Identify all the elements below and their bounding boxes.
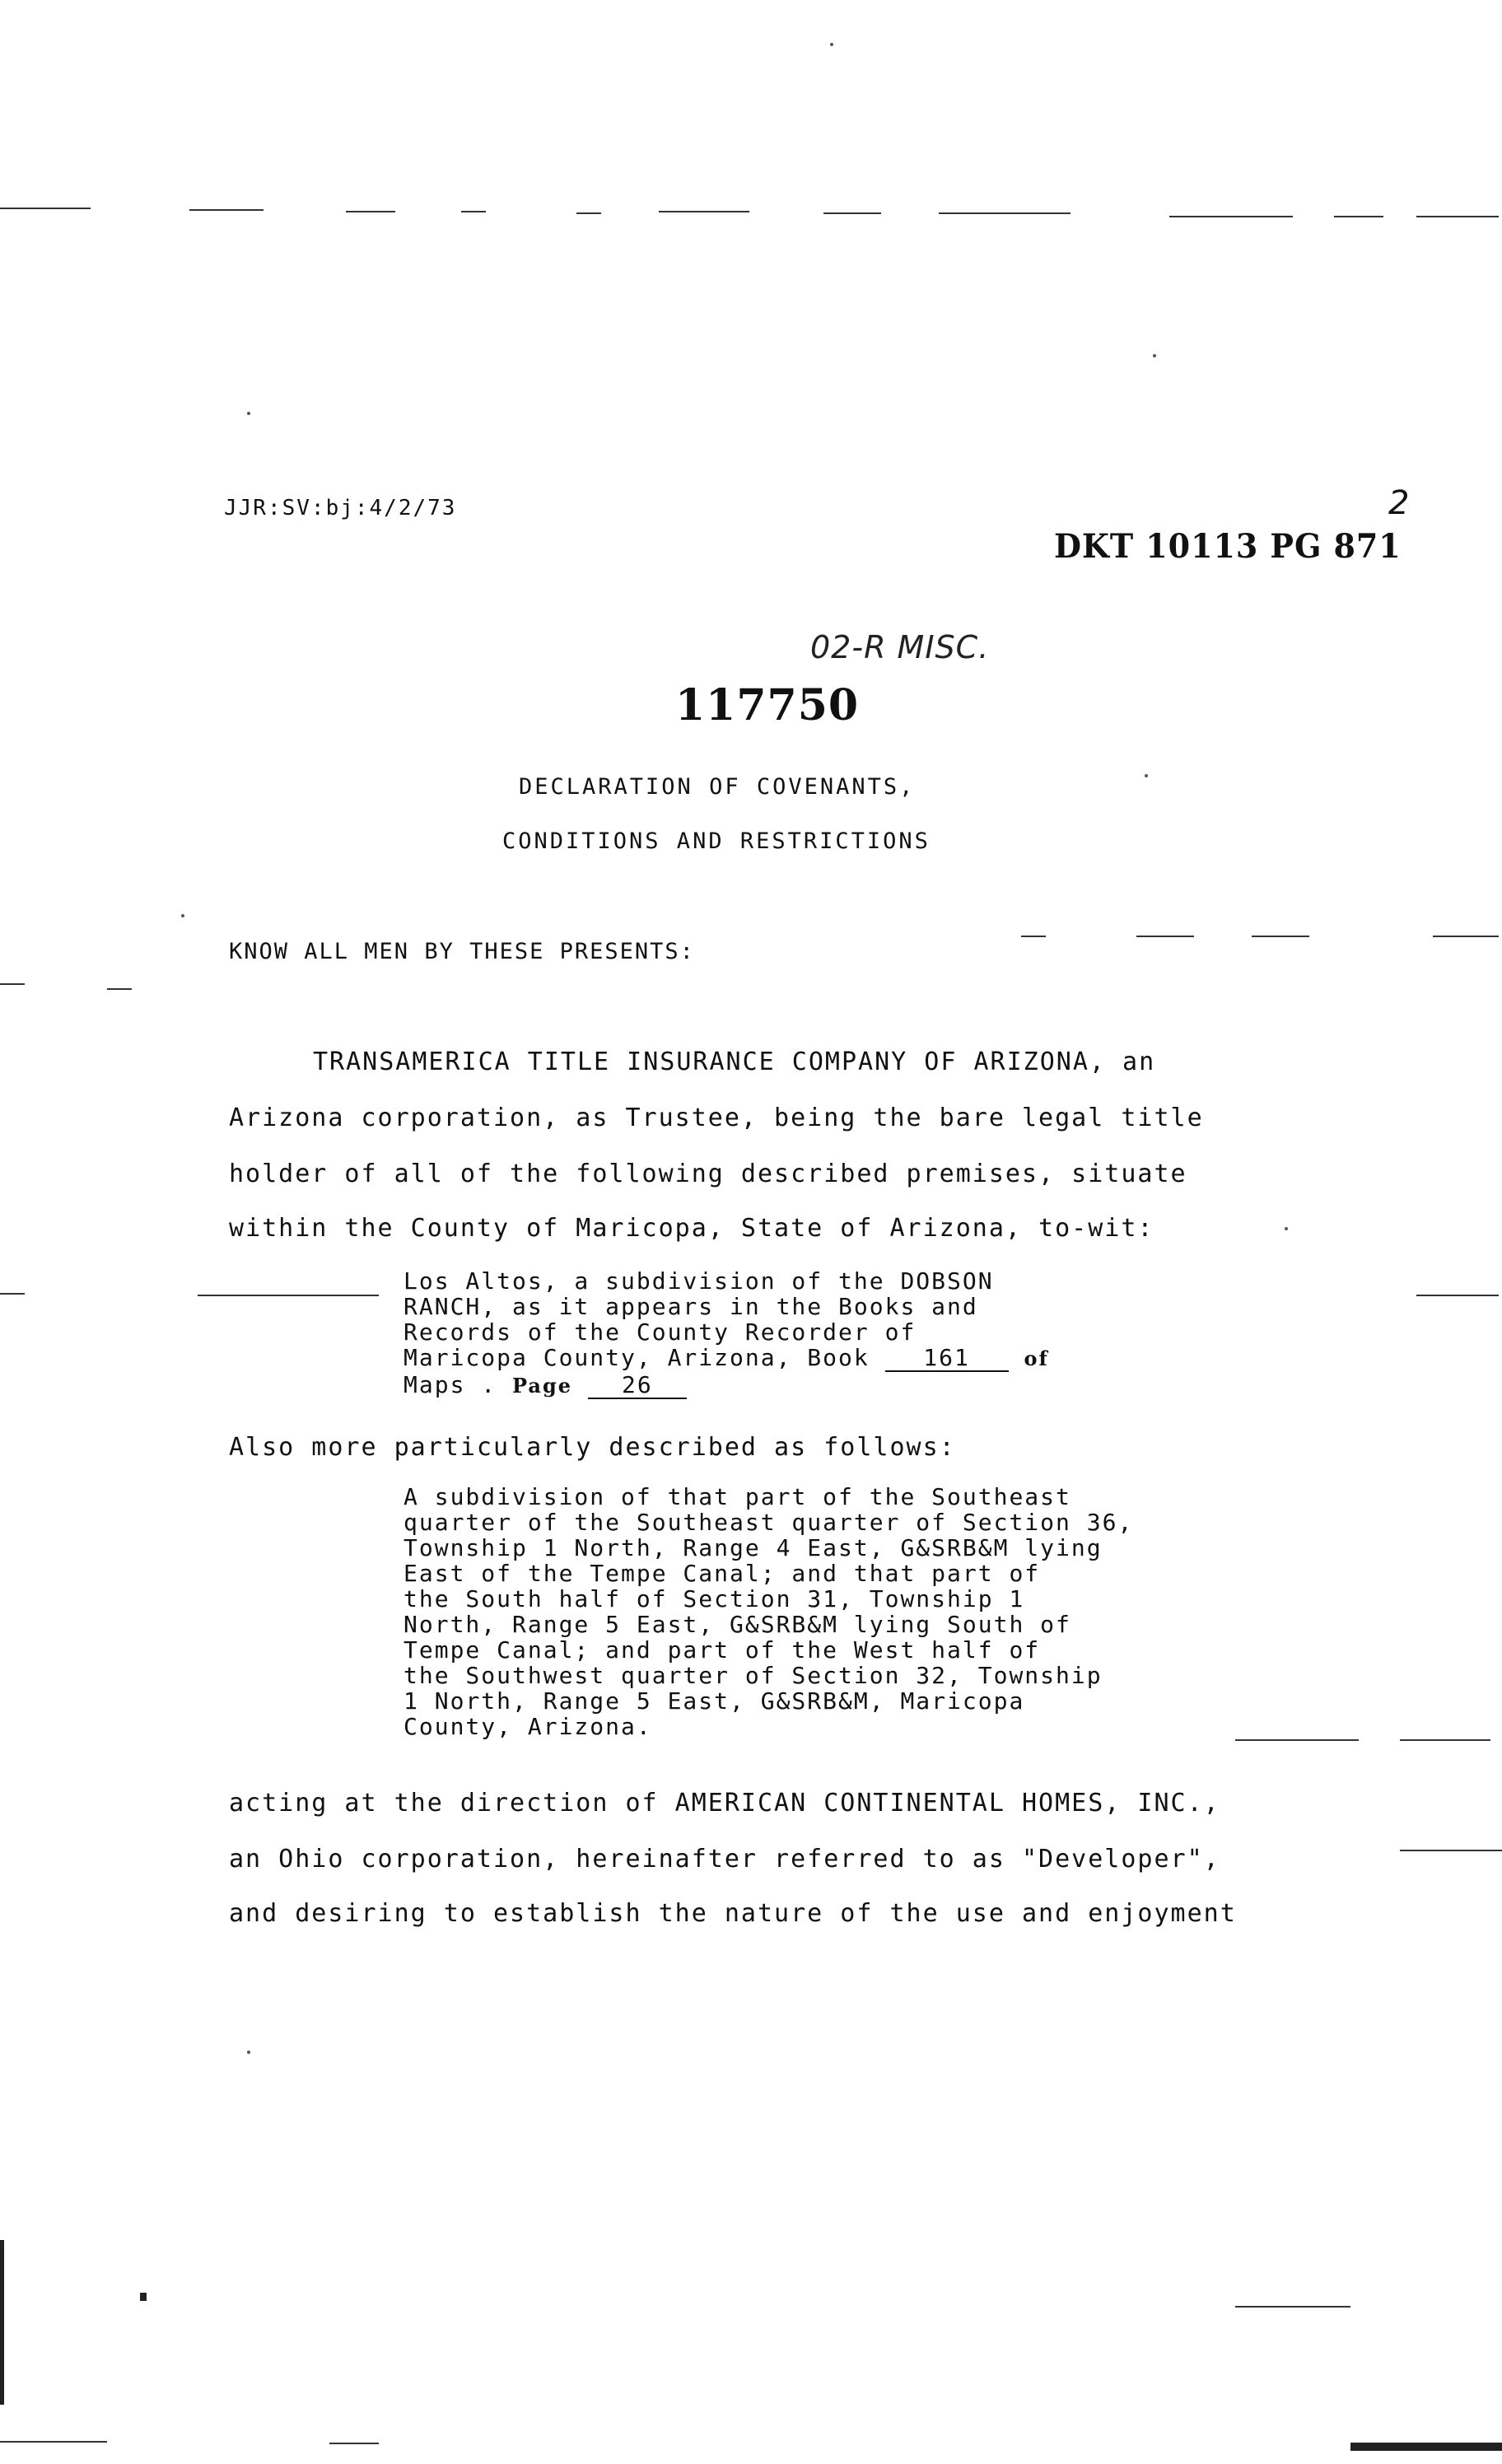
scan-artifact-line [1433, 936, 1499, 937]
scan-artifact-line [0, 1293, 25, 1295]
scan-artifact-dot [1153, 354, 1156, 357]
closing-line: acting at the direction of AMERICAN CONTINENTAL HOMES, INC., [229, 1789, 1220, 1818]
scan-artifact-dot [181, 914, 184, 917]
legal-line: County, Arizona. [403, 1713, 652, 1740]
legal-line-text: Maricopa County, Arizona, Book [403, 1344, 870, 1371]
scan-artifact-mark [1350, 2443, 1502, 2451]
scan-artifact-dot [830, 43, 833, 46]
intro-line: within the County of Maricopa, State of Arizona, to-wit: [229, 1214, 1154, 1243]
legal-line: Records of the County Recorder of [403, 1318, 917, 1346]
scan-artifact-line [198, 1295, 379, 1296]
scan-artifact-line [939, 212, 1071, 214]
scan-artifact-line [0, 983, 25, 985]
scan-artifact-line [461, 211, 486, 212]
legal-description-subdivision [403, 1268, 1049, 1399]
page-label: Page [512, 1374, 573, 1398]
book-number: 161 [923, 1344, 970, 1371]
closing-line: and desiring to establish the nature of the use and enjoyment [229, 1899, 1237, 1928]
book-number-field [885, 1345, 1009, 1372]
maps-label: Maps . [403, 1371, 497, 1398]
scan-artifact-line [0, 2441, 107, 2443]
legal-line: RANCH, as it appears in the Books and [403, 1293, 978, 1320]
scan-artifact-line [346, 211, 395, 212]
intro-line: holder of all of the following described premises, situate [229, 1160, 1187, 1188]
intro-line: TRANSAMERICA TITLE INSURANCE COMPANY OF ARIZONA, an [313, 1048, 1156, 1076]
of-label: of [1024, 1346, 1049, 1370]
legal-description-metes [403, 1484, 1133, 1739]
scan-artifact-line [823, 212, 881, 214]
scan-artifact-line [1235, 1739, 1359, 1741]
book-page-stamp: DKT 10113 PG 871 [1054, 527, 1402, 566]
document-title-line-2: CONDITIONS AND RESTRICTIONS [502, 828, 931, 854]
scan-artifact-line [1334, 216, 1383, 217]
legal-line: East of the Tempe Canal; and that part of [403, 1560, 1041, 1587]
scan-artifact-line [576, 212, 601, 214]
intro-line: Arizona corporation, as Trustee, being the bare legal title [229, 1104, 1204, 1132]
scan-artifact-line [1416, 216, 1499, 217]
legal-line-book [403, 1345, 1049, 1372]
scan-artifact-line [189, 209, 264, 211]
legal-line: 1 North, Range 5 East, G&SRB&M, Maricopa [403, 1687, 1025, 1715]
also-described-line: Also more particularly described as follows: [229, 1433, 956, 1462]
legal-line: Los Altos, a subdivision of the DOBSON [403, 1267, 994, 1295]
scan-artifact-line [329, 2443, 379, 2444]
legal-line: the Southwest quarter of Section 32, Township [403, 1662, 1103, 1689]
scan-artifact-line [1252, 936, 1309, 937]
scan-artifact-mark [140, 2293, 147, 2301]
document-reference: JJR:SV:bj:4/2/73 [224, 496, 457, 520]
opening-phrase: KNOW ALL MEN BY THESE PRESENTS: [229, 939, 695, 964]
corner-handwritten-mark: 2 [1388, 484, 1410, 522]
legal-line: quarter of the Southeast quarter of Section 36, [403, 1509, 1134, 1536]
legal-line-maps [403, 1372, 1049, 1399]
page-number-field [588, 1372, 687, 1399]
document-title-line-1: DECLARATION OF COVENANTS, [519, 774, 916, 800]
scan-artifact-line [659, 211, 749, 212]
scan-artifact-dot [247, 412, 250, 415]
scan-artifact-line [1235, 2306, 1350, 2308]
scan-artifact-line [1416, 1295, 1499, 1296]
legal-line: North, Range 5 East, G&SRB&M lying South of [403, 1611, 1071, 1638]
page-number: 26 [622, 1371, 653, 1398]
scan-artifact-line [107, 988, 132, 990]
scan-artifact-line [1136, 936, 1194, 937]
scan-artifact-line [0, 208, 91, 209]
scan-artifact-mark [0, 2240, 4, 2405]
scan-artifact-dot [1145, 774, 1148, 777]
legal-line: Township 1 North, Range 4 East, G&SRB&M lying [403, 1534, 1103, 1561]
recording-number: 117750 [675, 680, 860, 730]
legal-line: A subdivision of that part of the Southeast [403, 1483, 1071, 1510]
scan-artifact-line [1400, 1739, 1490, 1741]
misc-stamp: 02-R MISC. [810, 629, 990, 665]
legal-line: the South half of Section 31, Township 1 [403, 1585, 1025, 1612]
legal-line: Tempe Canal; and part of the West half of [403, 1636, 1041, 1664]
scan-artifact-dot [1285, 1227, 1288, 1230]
scan-artifact-line [1400, 1850, 1502, 1851]
scan-artifact-line [1169, 216, 1293, 217]
scan-artifact-dot [247, 2051, 250, 2054]
closing-line: an Ohio corporation, hereinafter referred to as "Developer", [229, 1845, 1220, 1874]
scan-artifact-line [1021, 936, 1046, 937]
